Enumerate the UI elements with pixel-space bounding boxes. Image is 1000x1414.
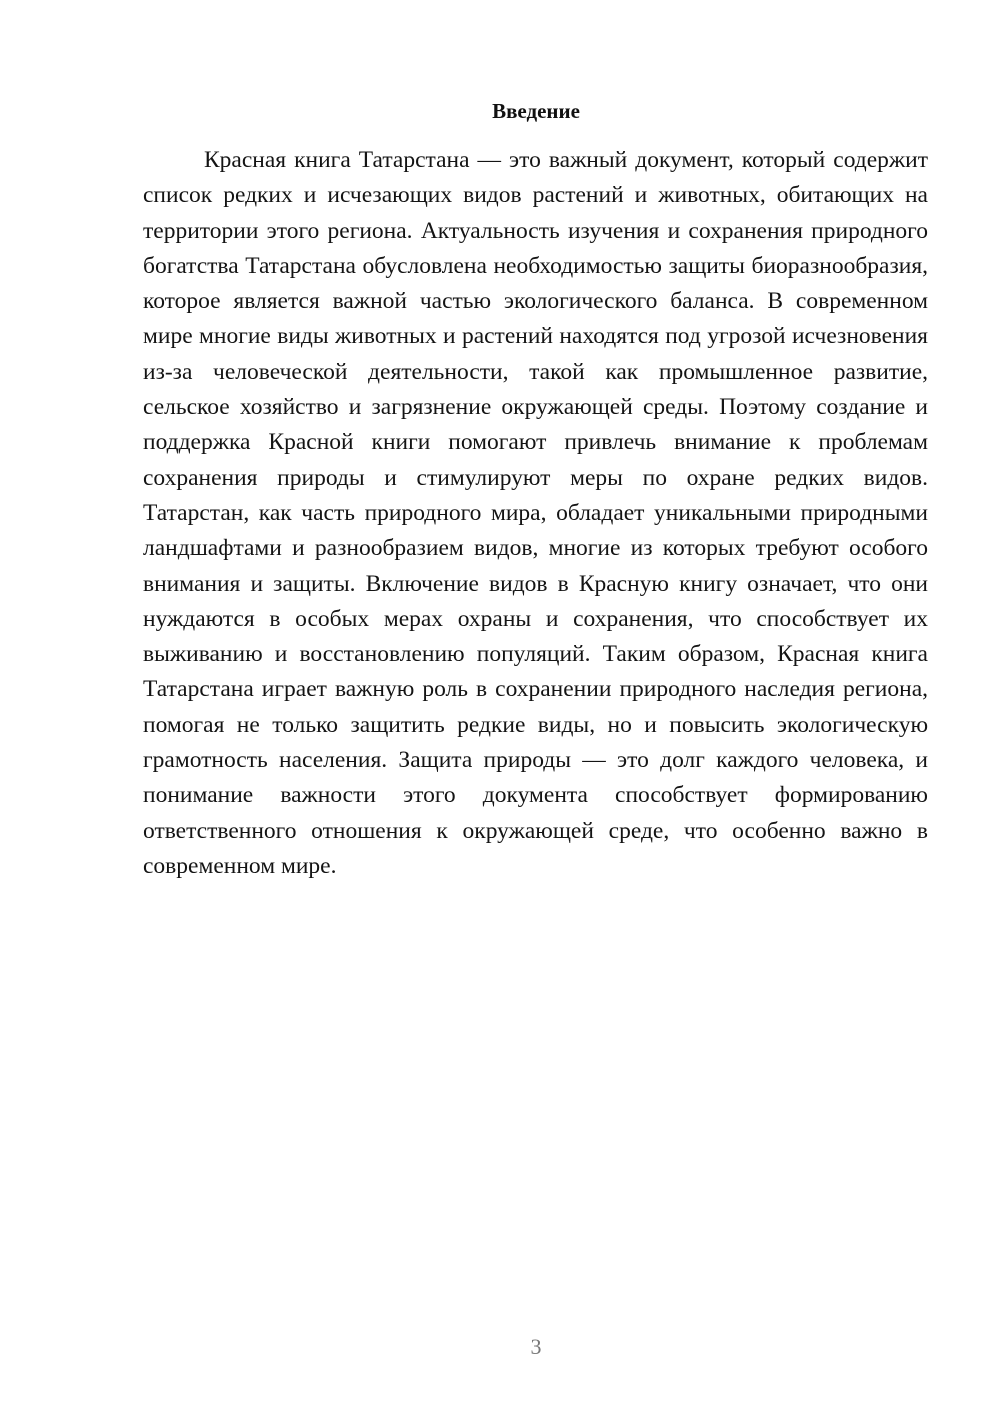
section-heading: Введение	[492, 99, 580, 123]
body-paragraph: Красная книга Татарстана — это важный документ, который содержит список редких и исчезающих видов растений и животных, обитающих на территории этого региона. Актуальность изучения и сохранения природного богатства Татарстана обусловлена необходимостью защиты биоразнообразия, которое является важной частью экологического баланса. В современном мире многие виды животных и растений находятся под угрозой исчезновения из-за человеческой деятельности, такой как промышленное развитие, сельское хозяйство и загрязнение окружающей среды. Поэтому создание и поддержка Красной книги помогают привлечь внимание к проблемам сохранения природы и стимулируют меры по охране редких видов. Татарстан, как часть природного мира, обладает уникальными природными ландшафтами и разнообразием видов, многие из которых требуют особого внимания и защиты. Включение видов в Красную книгу означает, что они нуждаются в особых мерах охраны и сохранения, что способствует их выживанию и восстановлению популяций. Таким образом, Красная книга Татарстана играет важную роль в сохранении природного наследия региона, помогая не только защитить редкие виды, но и повысить экологическую грамотность населения. Защита природы — это долг каждого человека, и понимание важности этого документа способствует формированию ответственного отношения к окружающей среде, что особенно важно в современном мире.	[143, 147, 928, 879]
page-number: 3	[530, 1334, 542, 1359]
